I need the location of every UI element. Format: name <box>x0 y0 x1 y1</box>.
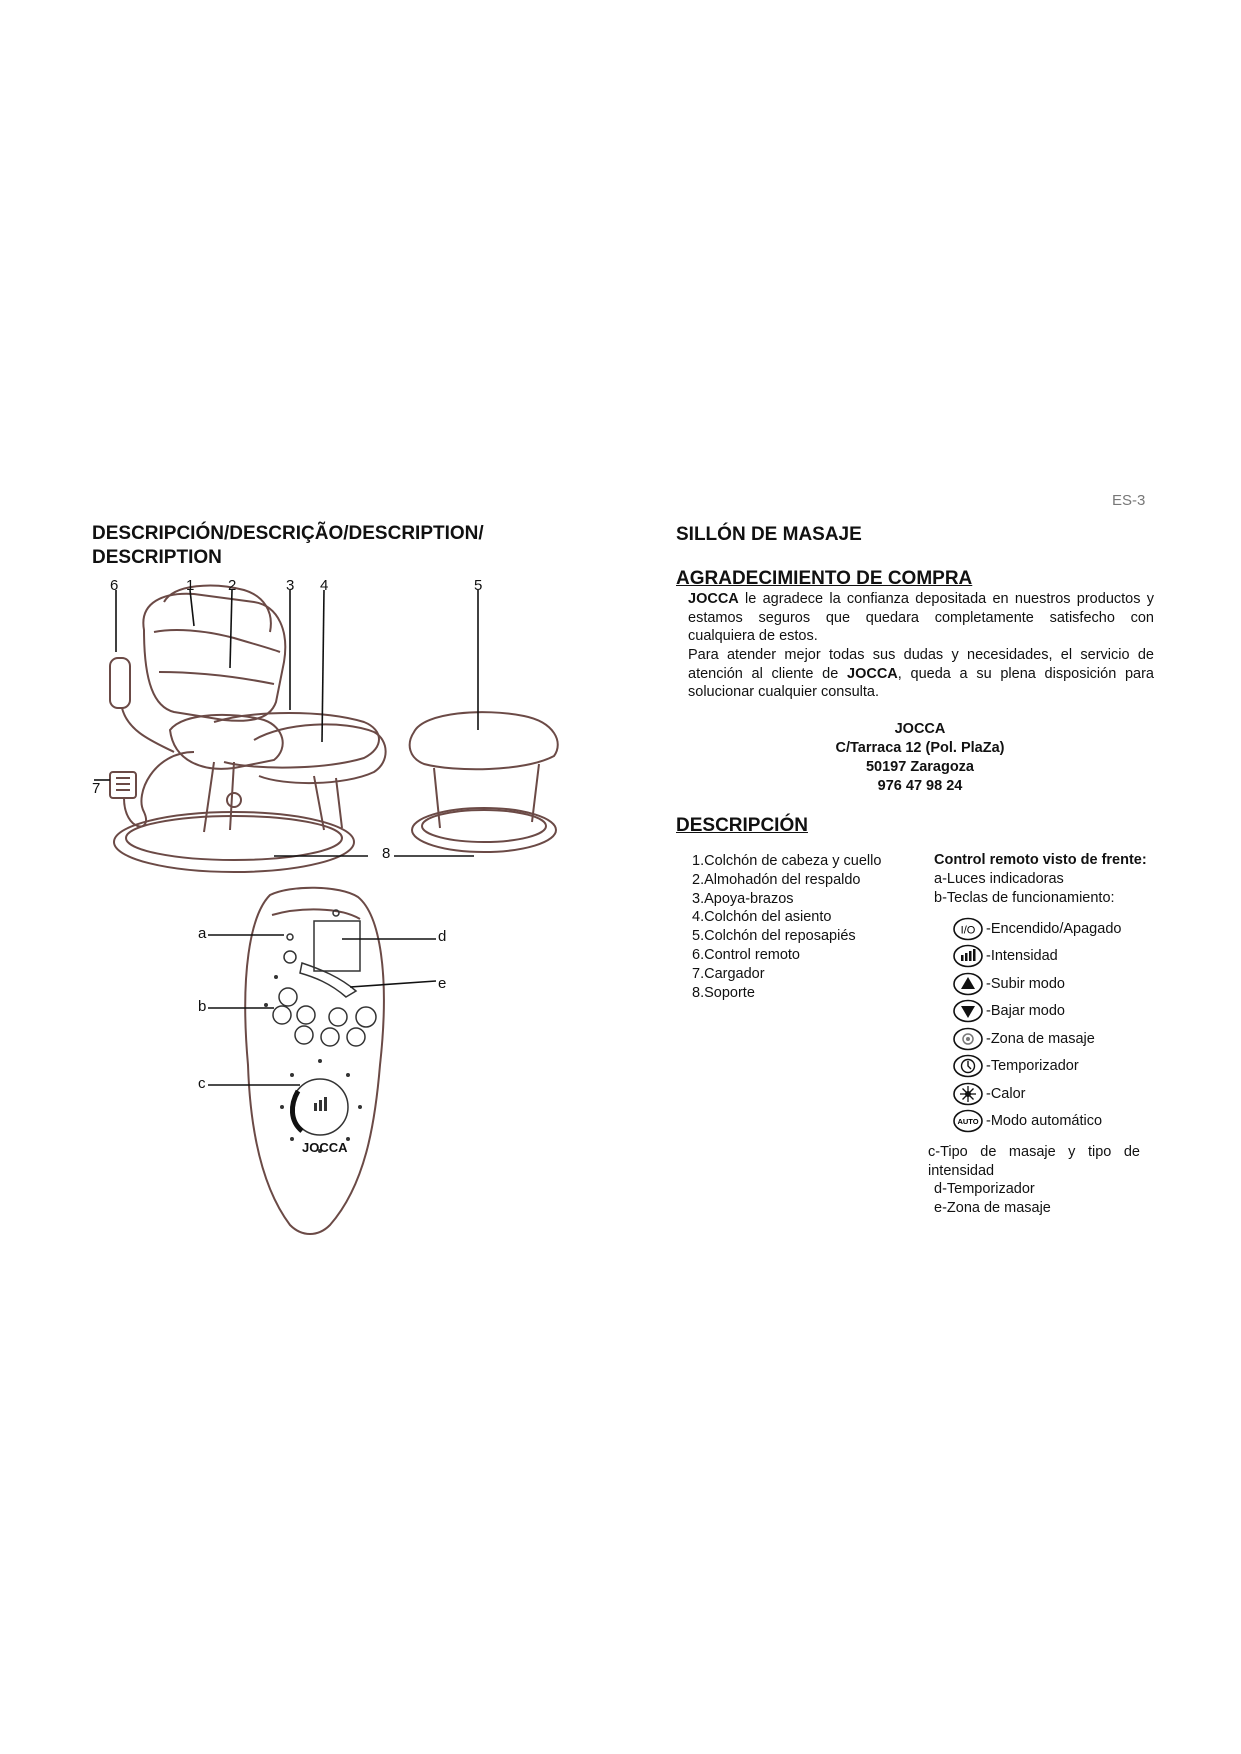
left-heading <box>92 522 532 570</box>
footstool-base <box>412 808 556 852</box>
remote-item-a: a-Luces indicadoras <box>934 871 1064 887</box>
thanks-heading: AGRADECIMIENTO DE COMPRA <box>676 568 973 589</box>
remote-label-d: d <box>438 928 447 945</box>
chair-illustration <box>84 572 574 892</box>
thanks-paragraph-2 <box>688 646 1154 702</box>
zone-icon <box>952 1027 984 1051</box>
key-row-power <box>952 915 1121 943</box>
key-label: -Bajar modo <box>986 1003 1065 1020</box>
thanks-brand: JOCCA <box>688 591 739 607</box>
list-item: 8.Soporte <box>692 984 755 1001</box>
remote-item-c: c-Tipo de masaje y tipo de intensidad <box>928 1144 1140 1179</box>
address-street: C/Tarraca 12 (Pol. PlaZa) <box>835 740 1005 756</box>
chair-label-1: 1 <box>186 577 195 594</box>
key-label: -Temporizador <box>986 1058 1079 1075</box>
key-row-intensity <box>952 943 1121 971</box>
address-name: JOCCA <box>894 721 946 737</box>
timer-icon <box>952 1054 984 1078</box>
chair-armrest-right <box>254 724 386 783</box>
chair-backrest <box>143 594 285 721</box>
thanks-p1-text: le agradece la confianza depositada en nuestros productos y estamos seguros que quedara completamente satisfecho con cualquiera de estos. <box>688 591 1154 644</box>
title: SILLÓN DE MASAJE <box>676 524 862 545</box>
chair-label-6: 6 <box>110 577 119 594</box>
svg-text:I/O: I/O <box>960 924 976 937</box>
list-item: 6.Control remoto <box>692 946 800 963</box>
address-block <box>720 720 1120 796</box>
left-heading-line2: DESCRIPTION <box>92 547 222 568</box>
remote-label-e: e <box>438 975 447 992</box>
key-row-zone <box>952 1025 1121 1053</box>
svg-text:AUTO: AUTO <box>957 1117 979 1127</box>
chair-label-3: 3 <box>286 577 295 594</box>
chair-label-2: 2 <box>228 577 237 594</box>
left-heading-line1: DESCRIPCIÓN/DESCRIÇÃO/DESCRIPTION/ <box>92 523 484 544</box>
heat-icon <box>952 1082 984 1106</box>
remote-heading: Control remoto visto de frente: <box>934 852 1147 868</box>
list-item: 4.Colchón del asiento <box>692 909 832 926</box>
remote-illustration <box>190 885 450 1245</box>
thanks-paragraph-1 <box>688 590 1154 646</box>
key-label: -Subir modo <box>986 975 1065 992</box>
chair-small-remote <box>110 658 130 708</box>
chair-label-8: 8 <box>382 845 391 862</box>
key-label: -Intensidad <box>986 948 1058 965</box>
power-icon <box>952 917 984 941</box>
down-arrow-icon <box>952 999 984 1023</box>
chair-headrest <box>164 586 271 632</box>
remote-item-b: b-Teclas de funcionamiento: <box>934 890 1115 906</box>
auto-icon <box>952 1109 984 1133</box>
list-item: 3.Apoya-brazos <box>692 890 794 907</box>
keys-list <box>952 915 1121 1135</box>
footstool-cushion <box>410 712 558 769</box>
chair-armrest-left <box>170 715 283 769</box>
remote-label-b: b <box>198 998 207 1015</box>
thanks-p2-end: , queda a su plena disposición para solucionar cualquier consulta. <box>688 665 1154 700</box>
list-item: 7.Cargador <box>692 965 765 982</box>
address-phone: 976 47 98 24 <box>877 778 963 794</box>
remote-item-e: e-Zona de masaje <box>934 1199 1051 1216</box>
parts-list <box>692 852 881 1002</box>
key-row-heat <box>952 1080 1121 1108</box>
timer-display <box>314 921 360 971</box>
remote-label-a: a <box>198 925 207 942</box>
key-row-auto <box>952 1108 1121 1136</box>
key-label: -Modo automático <box>986 1113 1103 1130</box>
key-label: -Encendido/Apagado <box>986 920 1122 937</box>
list-item: 2.Almohadón del respaldo <box>692 871 861 888</box>
remote-extra-items <box>928 1143 1140 1217</box>
page-number: ES-3 <box>1112 492 1146 509</box>
chair-label-4: 4 <box>320 577 329 594</box>
key-row-timer <box>952 1053 1121 1081</box>
remote-label-c: c <box>198 1075 206 1092</box>
zone-slider <box>300 963 356 997</box>
remote-brand: JOCCA <box>302 1140 348 1155</box>
key-row-up <box>952 970 1121 998</box>
chair-label-5: 5 <box>474 577 483 594</box>
description-heading: DESCRIPCIÓN <box>676 815 808 836</box>
intensity-icon <box>952 944 984 968</box>
up-arrow-icon <box>952 972 984 996</box>
address-city: 50197 Zaragoza <box>865 759 974 775</box>
remote-item-d: d-Temporizador <box>934 1181 1035 1197</box>
list-item: 1.Colchón de cabeza y cuello <box>692 853 882 869</box>
list-item: 5.Colchón del reposapiés <box>692 928 856 945</box>
chair-base <box>114 812 354 872</box>
key-label: -Zona de masaje <box>986 1030 1095 1047</box>
thanks-p2-brand: JOCCA <box>847 665 898 682</box>
key-row-down <box>952 998 1121 1026</box>
chair-label-7: 7 <box>92 780 101 797</box>
thanks-p2-start: Para atender mejor todas sus dudas y necesidades, el servicio de atención al cliente de <box>688 647 1154 682</box>
key-label: -Calor <box>986 1085 1026 1102</box>
